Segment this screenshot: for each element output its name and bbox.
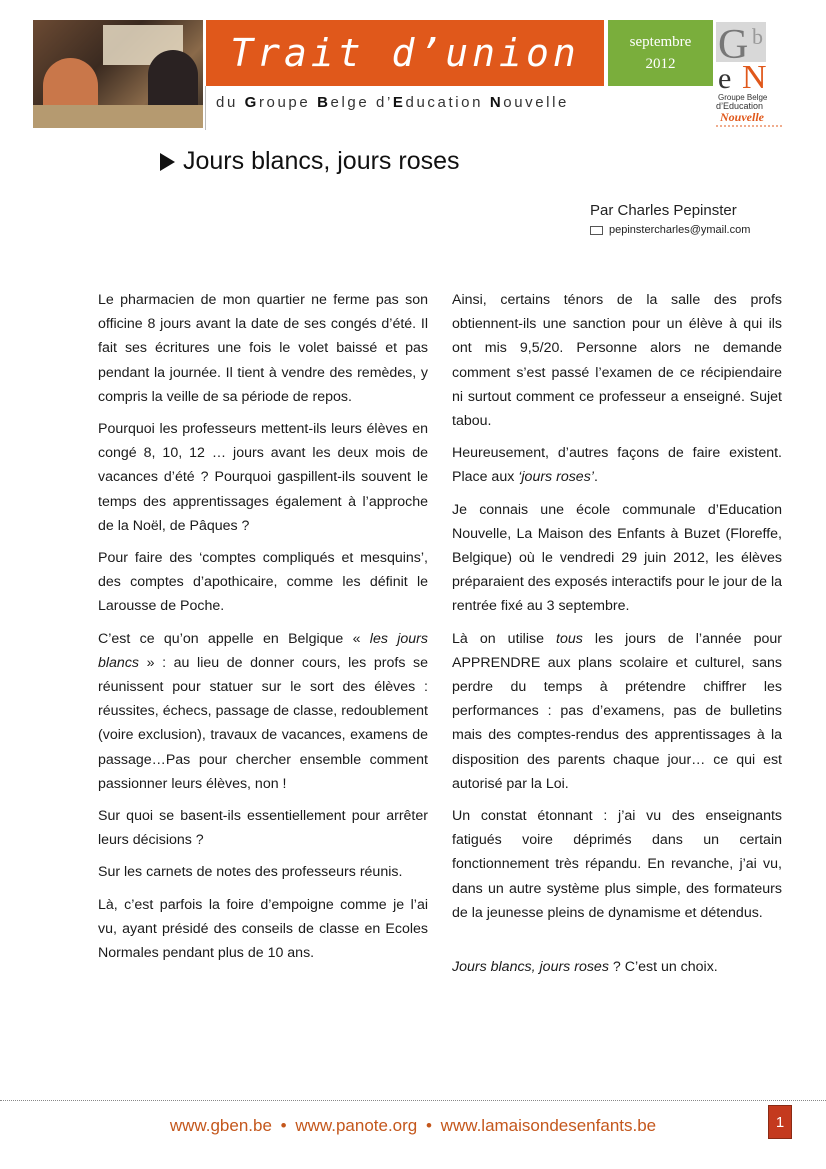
- envelope-icon: [590, 226, 603, 235]
- header-photo: [33, 20, 203, 128]
- play-triangle-icon: [160, 153, 175, 171]
- footer-separator: •: [280, 1116, 287, 1135]
- paragraph: C’est ce qu’on appelle en Belgique « les jours blancs » : au lieu de donner cours, les profs se réunissent pour statuer sur le sort des élèves : réussites, échecs, passage de classe, redoublement (voire exclusion), travaux de vacances, examens de passage…Pas pour chercher ensemble comment passionner leurs élèves, non !: [98, 630, 428, 792]
- paragraph: Sur quoi se basent-ils essentiellement pour arrêter leurs décisions ?: [98, 808, 428, 849]
- issue-year: 2012: [645, 56, 676, 72]
- gben-logo: [714, 20, 784, 132]
- svg-text:G: G: [718, 22, 749, 68]
- paragraph: Là on utilise tous les jours de l’année pour APPRENDRE aux plans scolaire et culturel, sans perdre du temps à prétendre chiffrer les performances : pas d’examens, pas de bulletins mais des comptes-rendus des apprentissages à la disposition des parents chaque jour… ce qui est autorisé par la Loi.: [452, 630, 782, 792]
- paragraph: Je connais une école communale d’Education Nouvelle, La Maison des Enfants à Buzet (Floreffe, Belgique) où le vendredi 29 juin 2012, les élèves préparaient des exposés interactifs pour le jour de la rentrée fixé au 3 septembre.: [452, 501, 782, 615]
- svg-text:N: N: [742, 59, 767, 96]
- paragraph: Jours blancs, jours roses ? C’est un choix.: [452, 959, 718, 976]
- right-column: [452, 288, 782, 987]
- paragraph: Sur les carnets de notes des professeurs réunis.: [98, 864, 403, 881]
- page-number: 1: [768, 1105, 792, 1139]
- newsletter-subtitle: du Groupe Belge d’Education Nouvelle: [216, 94, 569, 111]
- issue-date: [608, 20, 713, 86]
- article-title: Jours blancs, jours roses: [183, 147, 460, 175]
- newsletter-title: Trait d’union: [230, 31, 580, 75]
- paragraph: Là, c’est parfois la foire d’empoigne comme je l’ai vu, ayant présidé des conseils de classe en Ecoles Normales pendant plus de 10 ans.: [98, 896, 428, 962]
- footer-link-gben[interactable]: www.gben.be: [169, 1116, 272, 1135]
- footer-link-maison[interactable]: www.lamaisondesenfants.be: [440, 1116, 657, 1135]
- left-column: [98, 288, 428, 973]
- paragraph: Heureusement, d’autres façons de faire existent. Place aux ‘jours roses’.: [452, 445, 782, 486]
- article-heading: [160, 147, 460, 176]
- footer-divider: [0, 1100, 826, 1101]
- svg-text:e: e: [718, 62, 732, 95]
- svg-text:d’Education: d’Education: [716, 101, 764, 111]
- paragraph: Le pharmacien de mon quartier ne ferme pas son officine 8 jours avant la date de ses congés d’été. Il fait ses écritures une fois le volet baissé et pas pendant la journée. Il tient à vendre des remèdes, y compris la veille de sa période de repos.: [98, 292, 428, 405]
- paragraph: Pour faire des ‘comptes compliqués et mesquins’, des comptes d’apothicaire, comme les définit le Larousse de Poche.: [98, 550, 428, 615]
- paragraph: Pourquoi les professeurs mettent-ils leurs élèves en congé 8, 10, 12 … jours avant les deux mois de vacances d’été ? Pourquoi gaspillent-ils souvent le temps des apprentissages également à l’approche de la Noël, de Pâques ?: [98, 421, 428, 534]
- header-divider: [205, 86, 206, 130]
- issue-month: septembre: [629, 34, 692, 50]
- author-email-text[interactable]: pepinstercharles@ymail.com: [609, 224, 751, 236]
- svg-text:Nouvelle: Nouvelle: [720, 110, 764, 124]
- article-author: Par Charles Pepinster: [590, 202, 737, 219]
- paragraph: Un constat étonnant : j’ai vu des enseignants fatigués voire déprimés dans un certain fonctionnement très répandu. En revanche, j’ai vu, dans un autre système plus simple, des formateurs de la jeunesse pleins de dynamisme et détendus.: [452, 808, 782, 921]
- svg-text:b: b: [752, 24, 763, 49]
- footer-links: [0, 1116, 826, 1136]
- author-email[interactable]: [590, 224, 750, 236]
- footer-link-panote[interactable]: www.panote.org: [295, 1116, 418, 1135]
- svg-text:Groupe Belge: Groupe Belge: [718, 93, 768, 102]
- footer-separator: •: [425, 1116, 432, 1135]
- paragraph: Ainsi, certains ténors de la salle des profs obtiennent-ils une sanction pour un élève à qui ils ont mis 9,5/20. Personne alors ne demande comment s’est passé l’examen de ce récipiendaire ni surtout comment ce professeur a enseigné. Sujet tabou.: [452, 292, 782, 430]
